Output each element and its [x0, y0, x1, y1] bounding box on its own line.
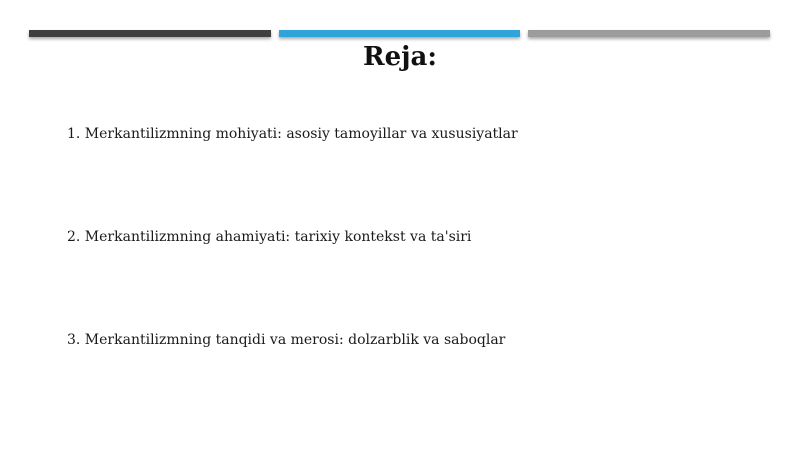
slide-title: Reja:	[362, 42, 437, 72]
plan-item-1: 1. Merkantilizmning mohiyati: asosiy tamoyillar va xususiyatlar	[67, 126, 518, 142]
accent-bar-dark	[29, 30, 271, 37]
accent-bar-blue	[279, 30, 520, 37]
plan-item-2: 2. Merkantilizmning ahamiyati: tarixiy kontekst va ta'siri	[67, 229, 472, 245]
plan-item-3: 3. Merkantilizmning tanqidi va merosi: dolzarblik va saboqlar	[67, 332, 506, 348]
accent-bar-gray	[528, 30, 770, 37]
